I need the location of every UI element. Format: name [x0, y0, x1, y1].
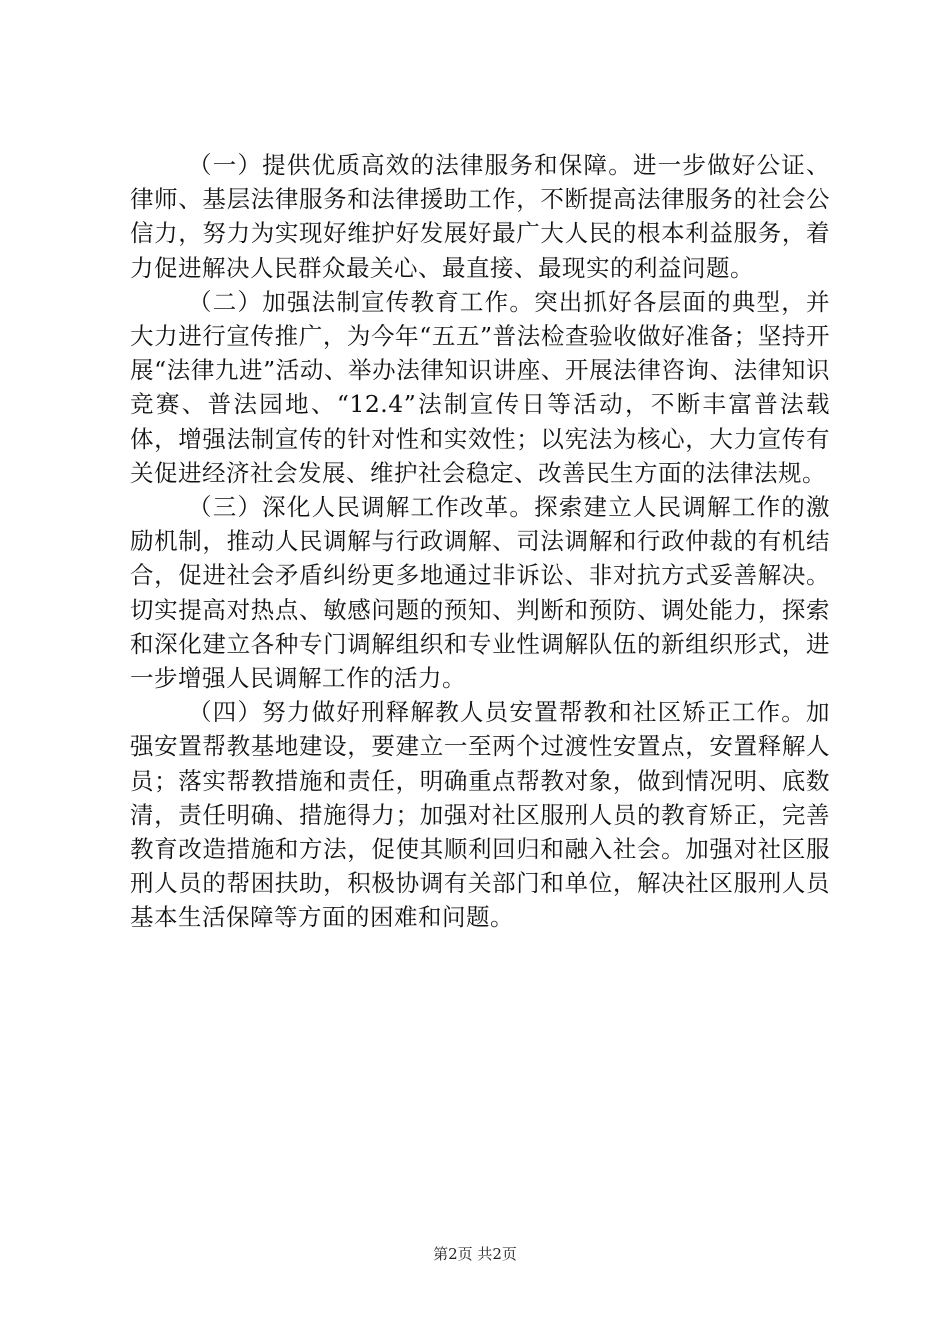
paragraph-3: （三）深化人民调解工作改革。探索建立人民调解工作的激励机制，推动人民调解与行政调解、司法调解和行政仲裁的有机结合，促进社会矛盾纠纷更多地通过非诉讼、非对抗方式妥善解决。切实提高对热点、敏感问题的预知、判断和预防、调处能力，探索和深化建立各种专门调解组织和专业性调解队伍的新组织形式，进一步增强人民调解工作的活力。: [130, 493, 830, 693]
paragraph-4: （四）努力做好刑释解教人员安置帮教和社区矫正工作。加强安置帮教基地建设，要建立一至两个过渡性安置点，安置释解人员；落实帮教措施和责任，明确重点帮教对象，做到情况明、底数清，责任明确、措施得力；加强对社区服刑人员的教育矫正，完善教育改造措施和方法，促使其顺利回归和融入社会。加强对社区服刑人员的帮困扶助，积极协调有关部门和单位，解决社区服刑人员基本生活保障等方面的困难和问题。: [130, 698, 830, 932]
paragraph-1: （一）提供优质高效的法律服务和保障。进一步做好公证、律师、基层法律服务和法律援助工作，不断提高法律服务的社会公信力，努力为实现好维护好发展好最广大人民的根本利益服务，着力促进解决人民群众最关心、最直接、最现实的利益问题。: [130, 151, 830, 282]
paragraph-2: （二）加强法制宣传教育工作。突出抓好各层面的典型，并大力进行宣传推广，为今年“五五”普法检查验收做好准备；坚持开展“法律九进”活动、举办法律知识讲座、开展法律咨询、法律知识竞赛、普法园地、“12.4”法制宣传日等活动，不断丰富普法载体，增强法制宣传的针对性和实效性；以宪法为核心，大力宣传有关促进经济社会发展、维护社会稳定、改善民生方面的法律法规。: [130, 287, 830, 487]
document-body: [130, 148, 830, 935]
page-number-footer: 第2页 共2页: [433, 1245, 517, 1263]
